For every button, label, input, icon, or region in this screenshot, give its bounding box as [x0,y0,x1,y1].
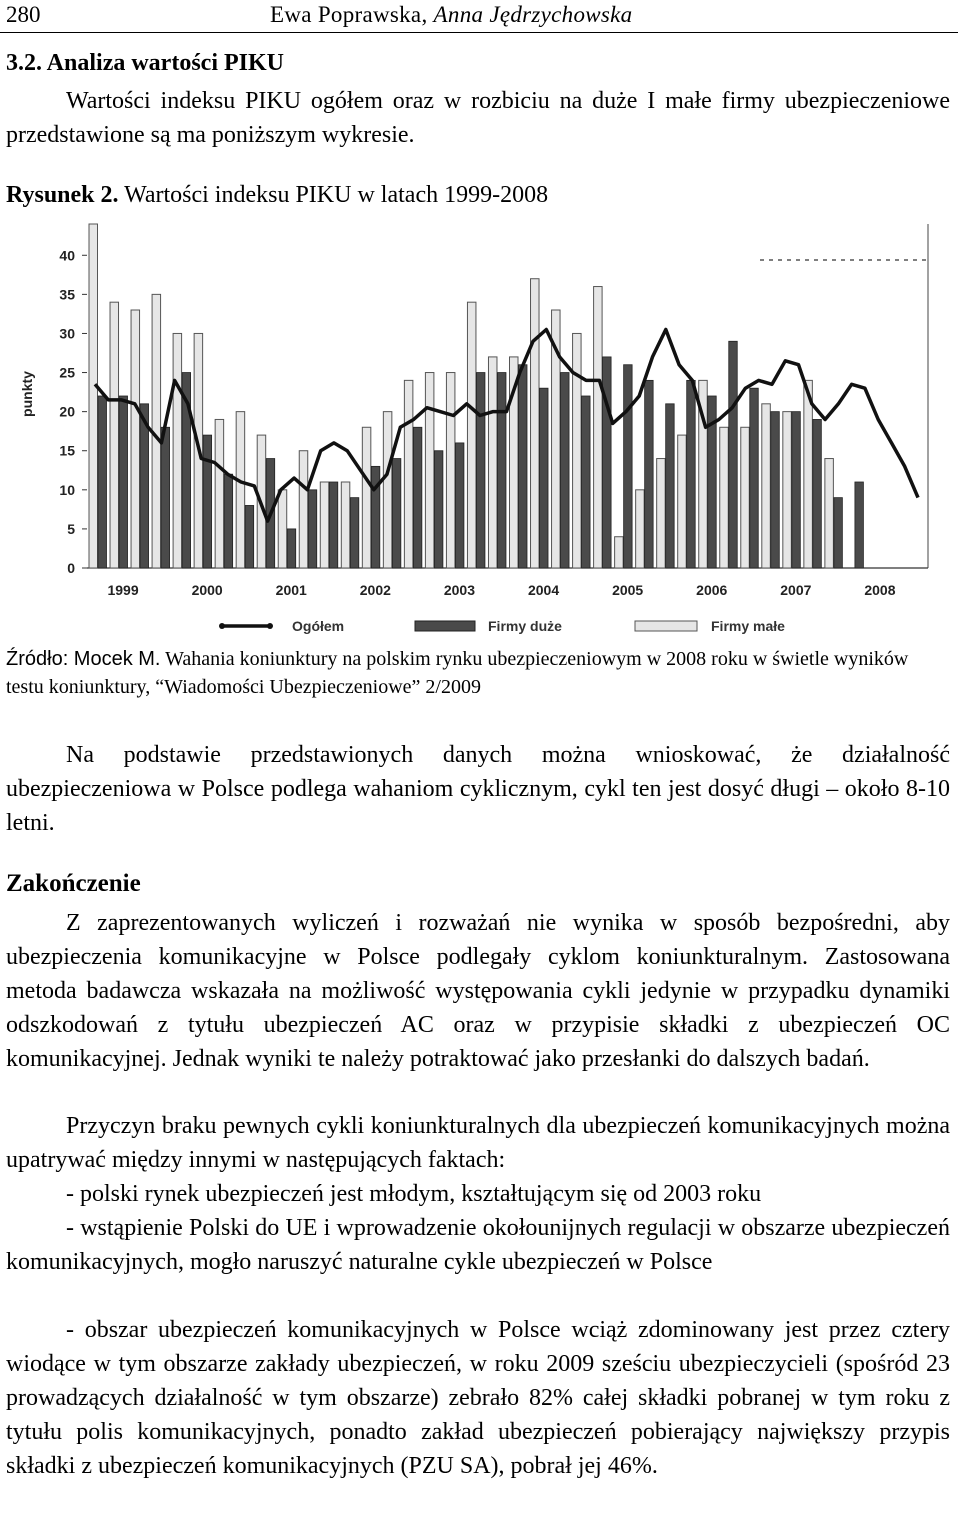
bar-firmy-male [783,412,792,568]
bar-firmy-male [488,357,497,568]
bar-firmy-male [594,287,603,568]
figure-title: Wartości indeksu PIKU w latach 1999-2008 [118,182,549,208]
x-year-label: 1999 [107,582,139,598]
bar-firmy-male [404,380,413,568]
bar-firmy-male [762,404,771,568]
bar-firmy-duze [855,482,864,568]
bar-firmy-male [131,310,140,568]
bar-firmy-duze [392,459,401,568]
y-tick-label: 5 [67,520,75,537]
bar-firmy-duze [687,380,696,568]
x-year-label: 2003 [443,582,476,598]
y-tick-label: 10 [59,481,75,498]
bullet-3: - obszar ubezpieczeń komunikacyjnych w Polsce wciąż zdominowany jest przez cztery wiodące w tym obszarze zakłady ubezpieczeń, w roku 2009 sześciu ubezpieczycieli (spośród 23 prowadzących działalność w tym obszarze) zebrało 82% całej składki pobranej w tym roku z tytułu polis komunikacyjnych, ponadto zakład ubezpieczeń pobierający największy przypis składki z ubezpieczeń komunikacyjnych (PZU SA), pobrał jej 46%. [6,1317,950,1479]
bar-firmy-male [446,373,455,568]
bar-firmy-duze [497,373,506,568]
figure-caption [6,182,548,209]
bar-firmy-duze [603,357,612,568]
running-head [270,2,632,28]
x-year-label: 2002 [359,582,391,598]
bar-firmy-duze [287,529,296,568]
bar-firmy-duze [792,412,801,568]
bar-firmy-duze [350,498,359,568]
y-tick-label: 20 [59,403,75,420]
y-tick-label: 35 [59,286,75,303]
bar-firmy-duze [98,396,107,568]
bullet-2: - wstąpienie Polski do UE i wprowadzenie okołounijnych regulacji w obszarze ubezpieczeń komunikacyjnych, mogło naruszyć naturalne cykle ubezpieczeń w Polsce [6,1215,950,1275]
legend-swatch-firmy-duze [415,621,475,631]
x-year-label: 2006 [696,582,728,598]
bar-firmy-male [215,419,224,568]
bar-firmy-male [467,302,476,568]
bar-firmy-duze [771,412,780,568]
bar-firmy-duze [813,419,822,568]
bar-firmy-duze [203,435,212,568]
bar-firmy-duze [540,388,549,568]
x-year-label: 2001 [275,582,307,598]
legend-label-firmy-male: Firmy małe [711,618,785,634]
bar-firmy-duze [561,373,570,568]
y-tick-label: 0 [67,560,75,576]
bar-firmy-male [173,333,182,568]
page-number: 280 [6,2,41,27]
y-tick-label: 40 [59,247,75,264]
bar-firmy-male [362,427,371,568]
bar-firmy-duze [645,380,654,568]
bar-firmy-duze [666,404,675,568]
ending-paragraph-2: Przyczyn braku pewnych cykli koniunkturalnych dla ubezpieczeń komunikacyjnych można upatrywać między innymi w następujących faktach: [6,1113,950,1173]
bar-firmy-male [110,302,119,568]
y-tick-label: 25 [59,364,75,381]
bar-firmy-duze [224,474,233,568]
bar-firmy-male [299,451,308,568]
y-axis-label: punkty [19,371,35,417]
y-tick-label: 30 [59,325,75,342]
bar-firmy-duze [329,482,338,568]
bar-firmy-duze [161,427,170,568]
bar-firmy-duze [308,490,317,568]
legend-marker-ogolem [219,623,225,629]
bar-firmy-duze [834,498,843,568]
bar-firmy-male [678,435,687,568]
bar-firmy-male [341,482,350,568]
bar-firmy-male [425,373,434,568]
bar-firmy-duze [582,396,591,568]
legend-label-firmy-duze: Firmy duże [488,618,562,634]
bar-firmy-male [531,279,540,568]
bar-firmy-duze [455,443,464,568]
running-head-italic: Anna Jędrzychowska [433,2,633,27]
bar-firmy-male [236,412,245,568]
legend-swatch-firmy-male [635,621,697,631]
figure-label: Rysunek 2. [6,182,119,208]
bar-firmy-male [278,490,287,568]
legend-label-ogolem: Ogółem [292,618,345,634]
bar-firmy-duze [476,373,485,568]
piku-chart [0,222,960,642]
bar-firmy-duze [413,427,422,568]
running-head-plain: Ewa Poprawska, [270,2,434,27]
bar-firmy-male [804,380,813,568]
conclusion-paragraph: Na podstawie przedstawionych danych można wnioskować, że działalność ubezpieczeniowa w Polsce podlega wahaniom cyklicznym, cykl ten jest dosyć długi – około 8-10 letni. [6,742,950,836]
bar-firmy-male [320,482,329,568]
source-text: Wahania koniunktury na polskim rynku ubezpieczeniowym w 2008 roku w świetle wyników testu koniunktury, “Wiadomości Ubezpieczeniowe” 2/2009 [6,648,909,698]
bar-firmy-male [741,427,750,568]
bar-firmy-duze [434,451,443,568]
bar-firmy-duze [119,396,128,568]
bar-firmy-duze [519,365,528,568]
ending-heading: Zakończenie [6,870,141,897]
bar-firmy-male [573,333,582,568]
bar-firmy-duze [750,388,759,568]
bar-firmy-male [89,224,98,568]
x-year-label: 2000 [191,582,223,598]
bar-firmy-duze [729,341,738,568]
intro-paragraph: Wartości indeksu PIKU ogółem oraz w rozbiciu na duże I małe firmy ubezpieczeniowe przedstawione są ma poniższym wykresie. [6,88,950,148]
source-label: Źródło: Mocek M. [6,648,161,670]
bar-firmy-male [720,427,729,568]
legend-marker-ogolem [267,623,273,629]
bar-firmy-duze [245,505,254,568]
bar-firmy-duze [624,365,633,568]
x-year-label: 2008 [864,582,896,598]
x-year-label: 2005 [612,582,644,598]
x-year-label: 2004 [527,582,560,598]
ending-paragraph-1: Z zaprezentowanych wyliczeń i rozważań nie wynika w sposób bezpośredni, aby ubezpieczenia komunikacyjne w Polsce podlegały cyklom koniunkturalnym. Zastosowana metoda badawcza wskazała na możliwość występowania cykli jedynie w przypadku dynamiki odszkodowań z tytułu ubezpieczeń AC oraz w przypisie składki z ubezpieczeń OC komunikacyjnej. Jednak wyniki te należy potraktować jako przesłanki do dalszych badań. [6,910,950,1072]
section-title: 3.2. Analiza wartości PIKU [6,50,284,76]
chart-container [0,222,960,642]
bullet-1: - polski rynek ubezpieczeń jest młodym, kształtującym się od 2003 roku [66,1181,762,1207]
bar-firmy-male [825,459,834,568]
figure-source [6,645,950,701]
bar-firmy-male [615,537,624,568]
bar-firmy-male [383,412,392,568]
bar-firmy-male [657,459,666,568]
bar-firmy-male [636,490,645,568]
x-year-label: 2007 [780,582,812,598]
page-header [0,0,958,33]
y-tick-label: 15 [59,442,75,459]
